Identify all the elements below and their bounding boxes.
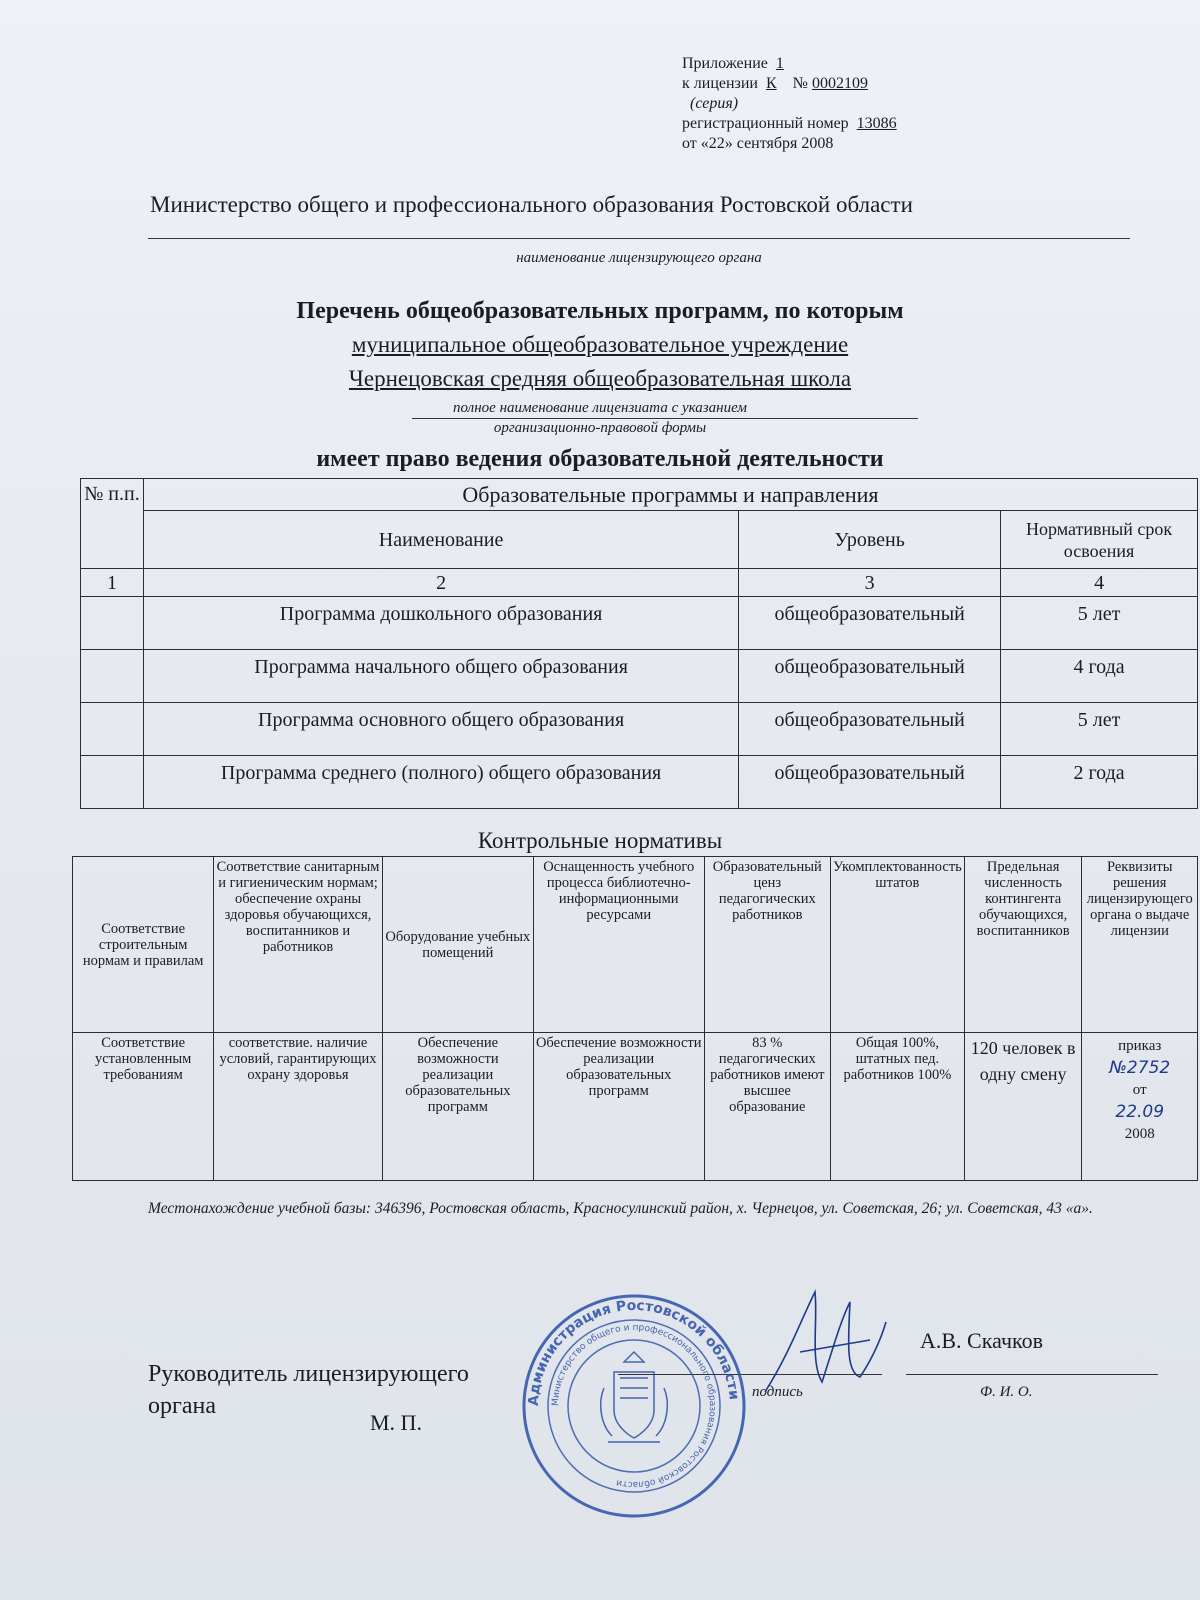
reg-number-label: регистрационный номер: [682, 115, 849, 132]
handwritten-signature: [760, 1282, 890, 1402]
norms-table: [72, 856, 1198, 1181]
seal-place-label: М. П.: [370, 1410, 422, 1435]
norms-title: Контрольные нормативы: [477, 828, 723, 853]
reg-number: 13086: [856, 115, 897, 132]
norm-value: 83 % педагогических работников имеют высшее образование: [704, 1033, 831, 1181]
name-rule: [906, 1374, 1158, 1375]
appendix-header: [682, 54, 897, 154]
norm-header: Оборудование учебных помещений: [382, 857, 533, 1033]
address-text: Местонахождение учебной базы: 346396, Ростовская область, Красносулинский район, х. Чернецов, ул. Советская, 26; ул. Советская, 43 «а».: [148, 1200, 1093, 1217]
index-cell: 1: [81, 569, 144, 597]
col-name-header: Наименование: [143, 511, 738, 569]
series-caption: (серия): [690, 95, 739, 112]
decision-prefix: приказ: [1118, 1038, 1162, 1054]
program-level: общеобразовательный: [739, 597, 1001, 650]
programs-table: [80, 478, 1198, 809]
ministry-caption: наименование лицензирующего органа: [516, 250, 762, 266]
table-row: [81, 756, 1198, 809]
norm-value: Общая 100%, штатных пед. работников 100%: [831, 1033, 965, 1181]
norm-header: Соответствие санитарным и гигиеническим нормам; обеспечение охраны здоровья обучающихся, воспитанников и работников: [214, 857, 382, 1033]
license-label: к лицензии: [682, 75, 758, 92]
program-term: 4 года: [1001, 650, 1198, 703]
name-caption: Ф. И. О.: [980, 1384, 1033, 1400]
norm-header: Реквизиты решения лицензирующего органа о выдаче лицензии: [1082, 857, 1198, 1033]
row-number: [81, 650, 144, 703]
norm-value: Соответствие установленным требованиям: [73, 1033, 214, 1181]
col-number-header: № п.п.: [81, 479, 144, 569]
index-cell: 2: [143, 569, 738, 597]
norm-value: 120 человек в одну смену: [964, 1033, 1082, 1181]
number-sign: №: [792, 75, 808, 92]
table-row: [81, 597, 1198, 650]
program-term: 2 года: [1001, 756, 1198, 809]
table-row: [81, 650, 1198, 703]
norm-header: Укомплектованность штатов: [831, 857, 965, 1033]
licensee-caption-2: организационно-правовой формы: [493, 420, 707, 436]
norm-value: Обеспечение возможности реализации образовательных программ: [382, 1033, 533, 1181]
decision-from: от: [1132, 1082, 1147, 1098]
index-cell: 3: [739, 569, 1001, 597]
program-name: Программа начального общего образования: [143, 650, 738, 703]
official-stamp: [520, 1292, 748, 1520]
svg-text:Министерство общего и професси: [551, 1323, 717, 1489]
col-term-header: Нормативный срок освоения: [1001, 511, 1198, 569]
license-series: К: [766, 75, 777, 92]
program-level: общеобразовательный: [739, 756, 1001, 809]
coat-of-arms-icon: [601, 1352, 668, 1442]
licensee-caption-1: полное наименование лицензиата с указанием: [453, 400, 747, 416]
norm-value: Обеспечение возможности реализации образовательных программ: [533, 1033, 704, 1181]
row-number: [81, 597, 144, 650]
norm-header: Оснащенность учебного процесса библиотечно-информационными ресурсами: [533, 857, 704, 1033]
licensee-type: муниципальное общеобразовательное учреждение: [351, 332, 849, 357]
program-name: Программа среднего (полного) общего образования: [143, 756, 738, 809]
ministry-rule: [148, 238, 1130, 239]
col-level-header: Уровень: [739, 511, 1001, 569]
appendix-date: от «22» сентября 2008: [682, 135, 834, 152]
appendix-label: Приложение: [682, 55, 768, 72]
table-row: [81, 703, 1198, 756]
document-title: Перечень общеобразовательных программ, по которым: [296, 298, 904, 324]
decision-cell: [1082, 1033, 1198, 1181]
program-level: общеобразовательный: [739, 703, 1001, 756]
program-name: Программа дошкольного образования: [143, 597, 738, 650]
program-level: общеобразовательный: [739, 650, 1001, 703]
norm-header: Соответствие строительным нормам и правилам: [73, 857, 214, 1033]
appendix-number: 1: [775, 55, 784, 72]
license-number: 0002109: [811, 75, 868, 92]
licensee-line-1: [0, 332, 1200, 358]
signatory-role-line-2: органа: [148, 1393, 216, 1419]
norm-header: Образовательный ценз педагогических работников: [704, 857, 831, 1033]
stamp-outer-text: Администрация Ростовской области: [525, 1297, 742, 1407]
signature-caption: подпись: [752, 1384, 803, 1400]
index-cell: 4: [1001, 569, 1198, 597]
decision-date: 22.09: [1115, 1102, 1165, 1122]
row-number: [81, 703, 144, 756]
signatory-role-line-1: Руководитель лицензирующего: [148, 1361, 469, 1387]
licensee-line-2: [0, 366, 1200, 392]
ministry-name: Министерство общего и профессионального образования Ростовской области: [150, 192, 913, 217]
norm-value: соответствие. наличие условий, гарантирующих охрану здоровья: [214, 1033, 382, 1181]
signatory-name: А.В. Скачков: [920, 1328, 1043, 1353]
licensee-caption-rule: [412, 418, 918, 419]
decision-number: №2752: [1109, 1058, 1171, 1078]
programs-group-header: Образовательные программы и направления: [143, 479, 1197, 511]
licensee-name: Чернецовская средняя общеобразовательная школа: [348, 366, 852, 391]
program-term: 5 лет: [1001, 597, 1198, 650]
program-name: Программа основного общего образования: [143, 703, 738, 756]
norm-header: Предельная численность контингента обучающихся, воспитанников: [964, 857, 1082, 1033]
row-number: [81, 756, 144, 809]
document-subtitle: имеет право ведения образовательной деятельности: [316, 446, 884, 472]
decision-year: 2008: [1124, 1126, 1155, 1142]
stamp-inner-text: Министерство общего и профессионального образования Ростовской области: [550, 1322, 718, 1490]
program-term: 5 лет: [1001, 703, 1198, 756]
